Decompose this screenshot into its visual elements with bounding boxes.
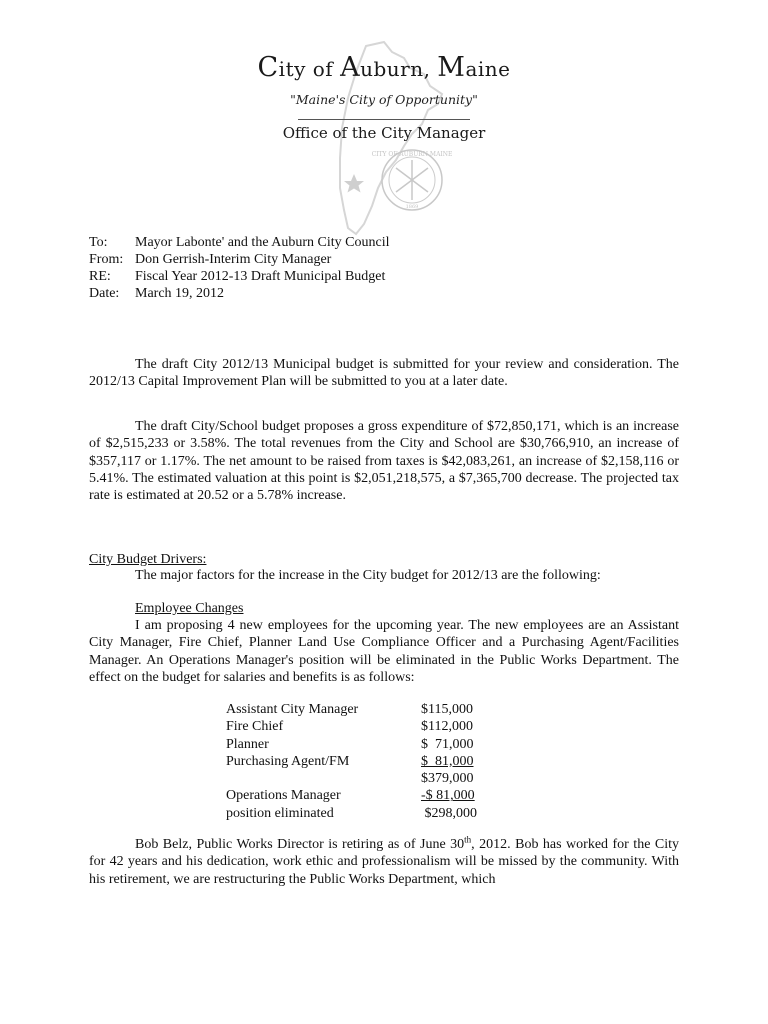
letterhead-divider: [298, 119, 470, 120]
memo-row: [89, 251, 389, 268]
office-heading: Office of the City Manager: [282, 124, 486, 142]
salary-position: Fire Chief: [226, 719, 284, 735]
salary-position: [226, 770, 421, 787]
memo-value: Mayor Labonte' and the Auburn City Council: [135, 235, 390, 250]
salary-row: [226, 753, 511, 770]
section-heading-budget-drivers: City Budget Drivers:: [89, 552, 207, 567]
salary-row: [226, 718, 511, 735]
salary-row: [226, 701, 511, 718]
salary-amount: $115,000: [421, 702, 473, 717]
memo-label: To:: [89, 235, 108, 250]
memo-label: Date:: [89, 286, 120, 301]
memo-row: [89, 268, 389, 285]
memo-row: [89, 234, 389, 251]
seal-year: 1869: [405, 204, 419, 210]
paragraph-drivers-intro: The major factors for the increase in the City budget for 2012/13 are the following:: [135, 568, 601, 583]
city-motto: "Maine's City of Opportunity": [290, 92, 478, 107]
salary-amount: $ 71,000: [421, 736, 474, 752]
memo-row: [89, 285, 389, 302]
memo-value: Fiscal Year 2012-13 Draft Municipal Budget: [135, 269, 386, 284]
salary-amount: $ 81,000: [421, 753, 474, 769]
salary-position: Assistant City Manager: [226, 702, 359, 717]
paragraph-budget-summary: The draft City/School budget proposes a gross expenditure of $72,850,171, which is an increase of $2,515,233 or 3.58%. The total revenues from the City and School are $30,766,910, an increase of $357,117 or 1.17%. The net amount to be raised from taxes is $42,083,261, an increase of $2,158,116 or 5.41%. The estimated valuation at this point is $2,051,218,575, a $7,365,700 decrease. The projected tax rate is estimated at 20.52 or a 5.78% increase.: [89, 419, 679, 504]
seal-lettering: CITY OF AUBURN MAINE: [371, 151, 453, 158]
title-initial: M: [437, 52, 466, 83]
salary-amount: -$ 81,000: [421, 788, 475, 804]
paragraph-employee-changes: I am proposing 4 new employees for the upcoming year. The new employees are an Assistant City Manager, Fire Chief, Planner Land Use Compliance Officer and a Purchasing Agent/Facilities Manager. An Operations Manager's position will be eliminated in the Public Works Department. The effect on the budget for salaries and benefits is as follows:: [89, 618, 679, 685]
memo-value: Don Gerrish-Interim City Manager: [135, 252, 332, 267]
salary-row: [226, 787, 511, 804]
salary-table: [226, 701, 511, 822]
memo-header: [89, 234, 389, 302]
salary-position: Purchasing Agent/FM: [226, 753, 350, 769]
salary-position: position eliminated: [226, 805, 334, 821]
salary-position: Operations Manager: [226, 788, 341, 804]
salary-amount: $379,000: [421, 771, 474, 787]
title-text: aine: [465, 57, 511, 81]
city-title: [0, 52, 768, 83]
retirement-text-start: Bob Belz, Public Works Director is retiring as of June 30: [135, 837, 465, 852]
title-text: uburn,: [360, 57, 438, 81]
subheading-employee-changes: Employee Changes: [135, 601, 244, 616]
paragraph-intro: The draft City 2012/13 Municipal budget is submitted for your review and consideration. The 2012/13 Capital Improvement Plan will be submitted to you at a later date.: [89, 357, 679, 390]
title-initial: C: [257, 52, 279, 83]
salary-amount: $298,000: [421, 805, 477, 821]
salary-row: [226, 770, 511, 787]
memo-label: RE:: [89, 269, 111, 284]
title-text: ity of: [278, 57, 341, 81]
salary-row: [226, 736, 511, 753]
memo-value: March 19, 2012: [135, 286, 225, 301]
paragraph-retirement: [89, 836, 679, 888]
salary-row: [226, 805, 511, 822]
memo-label: From:: [89, 252, 124, 267]
retirement-text-end: , 2012. Bob has worked for the City for 42 years and his dedication, work ethic and professionalism will be missed by the community. With his retirement, we are restructuring the Public Works Department, which: [89, 837, 680, 887]
title-initial: A: [340, 52, 361, 83]
salary-amount: $112,000: [421, 719, 473, 735]
salary-position: Planner: [226, 736, 269, 752]
ordinal-suffix: th: [464, 834, 472, 845]
